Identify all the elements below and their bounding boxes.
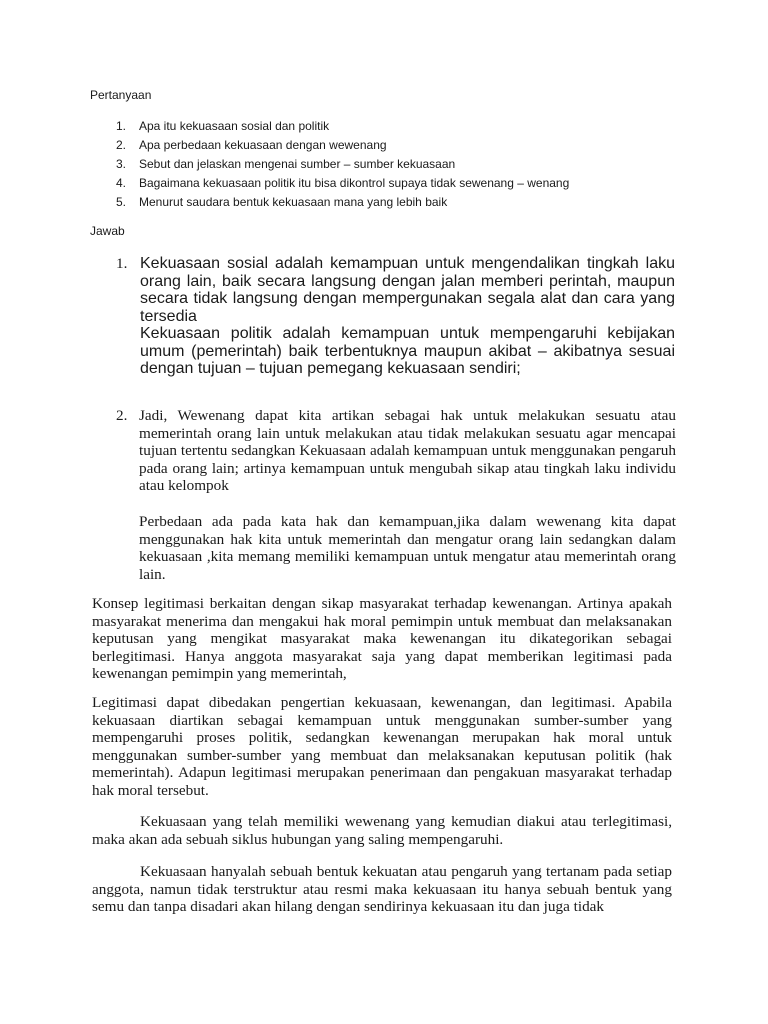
- answer-1-social-power: Kekuasaan sosial adalah kemampuan untuk mengendalikan tingkah laku orang lain, baik secara langsung dengan jalan memberi perintah, maupun secara tidak langsung dengan mempergunakan segala alat dan cara yang tersedia: [140, 255, 675, 325]
- question-number: 4.: [116, 176, 127, 190]
- question-item: [116, 138, 636, 157]
- legitimacy-concept-paragraph: Konsep legitimasi berkaitan dengan sikap masyarakat terhadap kewenangan. Artinya apakah masyarakat menerima dan mengakui hak moral pemimpin untuk membuat dan melaksanakan keputusan yang mengikat masyarakat maka kewenangan itu dikategorikan sebagai berlegitimasi. Hanya anggota masyarakat saja yang dapat memberikan legitimasi pada kewenangan pemimpin yang memerintah,: [92, 595, 672, 683]
- answer-1: [116, 255, 675, 378]
- questions-heading: Pertanyaan: [90, 88, 152, 102]
- questions-list: [116, 119, 636, 214]
- legitimacy-definition-paragraph: Legitimasi dapat dibedakan pengertian kekuasaan, kewenangan, dan legitimasi. Apabila kekuasaan diartikan sebagai kemampuan untuk menggunakan sumber-sumber yang mempengaruhi proses politik, sedangkan kewenangan merupakan hak moral untuk menggunakan sumber-sumber yang membuat dan melaksanakan keputusan politik (hak memerintah). Adapun legitimasi merupakan penerimaan dan pengakuan masyarakat terhadap hak moral tersebut.: [92, 694, 672, 799]
- question-number: 2.: [116, 138, 127, 152]
- answer-2-number: 2.: [116, 407, 128, 424]
- power-form-paragraph: Kekuasaan hanyalah sebuah bentuk kekuatan atau pengaruh yang tertanam pada setiap anggota, namun tidak terstruktur atau resmi maka kekuasaan itu hanya sebuah bentuk yang semu dan tanpa disadari akan hilang dengan sendirinya kekuasaan itu dan juga tidak: [92, 863, 672, 916]
- question-item: [116, 119, 636, 138]
- question-item: [116, 195, 636, 214]
- question-text: Bagaimana kekuasaan politik itu bisa dikontrol supaya tidak sewenang – wenang: [139, 176, 570, 190]
- power-cycle-paragraph: Kekuasaan yang telah memiliki wewenang yang kemudian diakui atau terlegitimasi, maka akan ada sebuah siklus hubungan yang saling mempengaruhi.: [92, 813, 672, 848]
- answer-1-number: 1.: [116, 255, 128, 272]
- answer-2-definition: Jadi, Wewenang dapat kita artikan sebagai hak untuk melakukan sesuatu atau memerintah orang lain untuk melakukan atau tidak melakukan sesuatu agar mencapai tujuan tertentu sedangkan Kekuasaan adalah kemampuan untuk menggunakan pengaruh pada orang lain; artinya kemampuan untuk mengubah sikap atau tingkah laku individu atau kelompok: [139, 407, 676, 495]
- answer-2-difference: Perbedaan ada pada kata hak dan kemampuan,jika dalam wewenang kita dapat menggunakan hak kita untuk memerintah dan mengatur orang lain sedangkan dalam kekuasaan ,kita memang memiliki kemampuan untuk mengatur atau memerintah orang lain.: [139, 512, 676, 583]
- answer-2: [116, 407, 676, 583]
- answers-heading: Jawab: [90, 224, 125, 238]
- question-text: Menurut saudara bentuk kekuasaan mana yang lebih baik: [139, 195, 448, 209]
- question-text: Apa itu kekuasaan sosial dan politik: [139, 119, 330, 133]
- question-text: Apa perbedaan kekuasaan dengan wewenang: [139, 138, 387, 152]
- question-text: Sebut dan jelaskan mengenai sumber – sumber kekuasaan: [139, 157, 456, 171]
- question-number: 5.: [116, 195, 127, 209]
- answer-1-political-power: Kekuasaan politik adalah kemampuan untuk mempengaruhi kebijakan umum (pemerintah) baik terbentuknya maupun akibat – akibatnya sesuai dengan tujuan – tujuan pemegang kekuasaan sendiri;: [140, 325, 675, 377]
- question-item: [116, 176, 636, 195]
- question-number: 1.: [116, 119, 127, 133]
- question-item: [116, 157, 636, 176]
- question-number: 3.: [116, 157, 127, 171]
